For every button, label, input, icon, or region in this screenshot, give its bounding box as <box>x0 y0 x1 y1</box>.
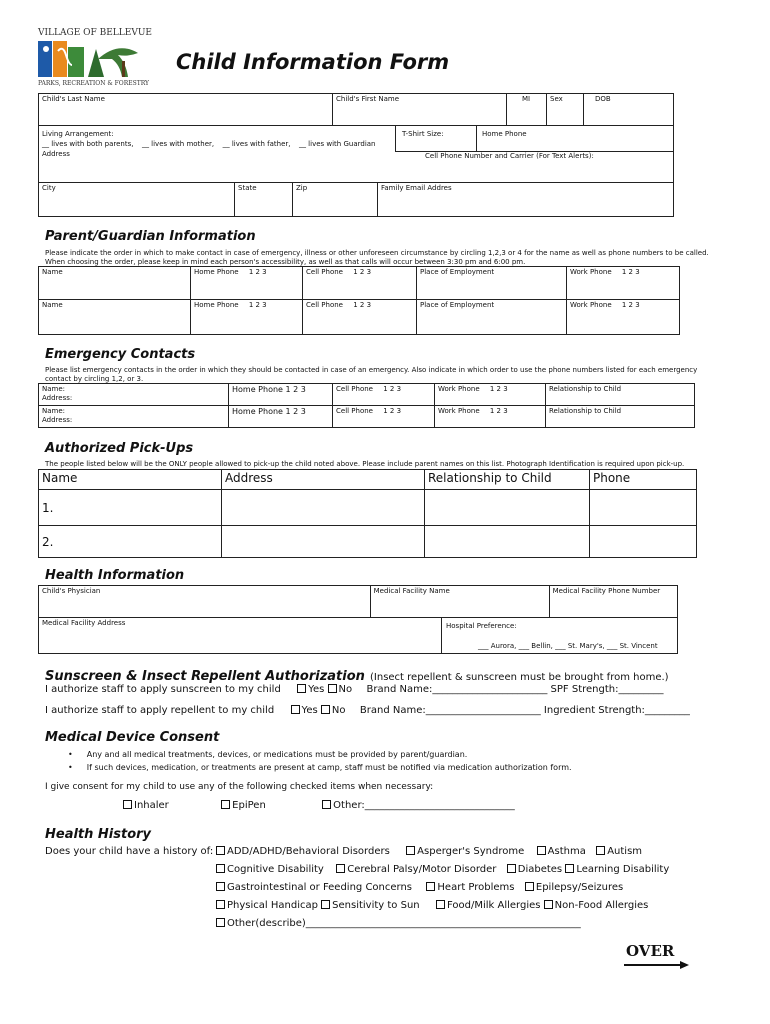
pickup1-relationship[interactable] <box>425 490 590 526</box>
contact1-work[interactable]: Work Phone 1 2 3 <box>435 384 546 406</box>
tshirt-field[interactable]: T-Shirt Size: <box>402 130 444 138</box>
pickup2-relationship[interactable] <box>425 526 590 558</box>
first-name-field[interactable]: Child's First Name <box>333 94 507 126</box>
city-row-table <box>38 182 674 217</box>
form-title: Child Information Form <box>176 50 450 74</box>
contact2-name[interactable]: Name: Address: <box>39 406 229 428</box>
last-name-field[interactable]: Child's Last Name <box>39 94 333 126</box>
home-phone-field[interactable]: Home Phone <box>482 130 527 138</box>
child-info-table <box>38 93 674 126</box>
parent-instructions-1: Please indicate the order in which to make contact in case of emergency, illness or other unforeseen circumstance by circling 1,2,3 or 4 for the name as well as phone numbers to be called. <box>45 249 709 257</box>
asthma-checkbox[interactable]: Asthma <box>537 846 586 857</box>
facility-phone-field[interactable]: Medical Facility Phone Number <box>549 586 677 618</box>
parent2-employment[interactable]: Place of Employment <box>417 300 567 335</box>
pickup-col-address: Address <box>222 470 425 490</box>
parent2-home[interactable]: Home Phone 1 2 3 <box>191 300 303 335</box>
asperger-checkbox[interactable]: Asperger's Syndrome <box>406 846 524 857</box>
contact2-relationship[interactable]: Relationship to Child <box>546 406 695 428</box>
tshirt-divider <box>476 125 477 151</box>
emergency-instructions-1: Please list emergency contacts in the order in which they should be contacted in case of an emergency. Also indicate in which order to use the phone numbers listed for each emergency <box>45 366 698 374</box>
parent1-employment[interactable]: Place of Employment <box>417 267 567 300</box>
arrow-right-icon <box>624 960 690 970</box>
parent1-home[interactable]: Home Phone 1 2 3 <box>191 267 303 300</box>
hospital-divider <box>441 617 442 653</box>
parent1-name[interactable]: Name <box>39 267 191 300</box>
sun-checkbox[interactable]: Sensitivity to Sun <box>321 900 419 911</box>
pickups-heading: Authorized Pick-Ups <box>45 441 194 456</box>
pickup2-name[interactable]: 2. <box>39 526 222 558</box>
hospital-label: Hospital Preference: <box>446 622 517 630</box>
cognitive-checkbox[interactable]: Cognitive Disability <box>216 864 324 875</box>
pickup-col-name: Name <box>39 470 222 490</box>
mi-field[interactable]: MI <box>507 94 547 126</box>
history-row-1 <box>216 846 642 858</box>
parent1-cell[interactable]: Cell Phone 1 2 3 <box>303 267 417 300</box>
emergency-heading: Emergency Contacts <box>45 347 196 362</box>
over-label: OVER <box>626 942 675 960</box>
other-history-checkbox[interactable]: Other(describe)_______________________________________________________ <box>216 918 581 929</box>
sunscreen-title-row <box>45 665 669 684</box>
emergency-instructions-2: contact by circling 1,2, or 3. <box>45 375 144 383</box>
sunscreen-no-checkbox[interactable]: No <box>328 684 353 695</box>
device-consent: I give consent for my child to use any of the following checked items when necessary: <box>45 782 434 792</box>
contact1-home[interactable]: Home Phone 1 2 3 <box>229 384 333 406</box>
emergency-table <box>38 383 695 428</box>
cerebral-checkbox[interactable]: Cerebral Palsy/Motor Disorder <box>336 864 496 875</box>
repellent-brand-field[interactable]: Brand Name:_______________________ <box>359 705 541 716</box>
device-items <box>123 800 515 812</box>
pickup1-address[interactable] <box>222 490 425 526</box>
pickup1-phone[interactable] <box>590 490 697 526</box>
contact1-cell[interactable]: Cell Phone 1 2 3 <box>333 384 435 406</box>
adhd-checkbox[interactable]: ADD/ADHD/Behavioral Disorders <box>216 846 390 857</box>
living-divider <box>395 125 396 151</box>
parent2-cell[interactable]: Cell Phone 1 2 3 <box>303 300 417 335</box>
sex-field[interactable]: Sex <box>547 94 584 126</box>
city-field[interactable]: City <box>39 183 235 217</box>
pickup1-name[interactable]: 1. <box>39 490 222 526</box>
device-heading: Medical Device Consent <box>45 730 220 745</box>
device-bullet-1: • Any and all medical treatments, devices, or medications must be provided by parent/guardian. <box>68 750 468 759</box>
logo-text-bottom: PARKS, RECREATION & FORESTRY <box>38 80 150 87</box>
health-heading: Health Information <box>45 568 185 583</box>
logo <box>38 28 153 90</box>
repellent-row: I authorize staff to apply repellent to my child Yes No Brand Name:_______________________ Ingredient Strength:_________ <box>45 705 690 716</box>
nonfood-checkbox[interactable]: Non-Food Allergies <box>544 900 649 911</box>
parent2-name[interactable]: Name <box>39 300 191 335</box>
food-checkbox[interactable]: Food/Milk Allergies <box>436 900 540 911</box>
pickup-col-phone: Phone <box>590 470 697 490</box>
pickups-table <box>38 469 697 558</box>
pickup-col-relationship: Relationship to Child <box>425 470 590 490</box>
parent1-work[interactable]: Work Phone 1 2 3 <box>567 267 680 300</box>
email-field[interactable]: Family Email Addres <box>378 183 674 217</box>
cell-phone-field[interactable]: Cell Phone Number and Carrier (For Text Alerts): <box>425 152 594 160</box>
parent-instructions-2: When choosing the order, please keep in mind each person's accessibility, as well as that calls will occur between 3:30 pm and 6:00 pm. <box>45 258 526 266</box>
parent2-work[interactable]: Work Phone 1 2 3 <box>567 300 680 335</box>
device-bullet-2: • If such devices, medication, or treatments are present at camp, staff must be notified via medication authorization form. <box>68 763 572 772</box>
living-options[interactable]: __ lives with both parents, __ lives with mother, __ lives with father, __ lives with Guardian <box>42 140 376 148</box>
diabetes-checkbox[interactable]: Diabetes <box>507 864 562 875</box>
hospital-options[interactable]: ___ Aurora, ___ Bellin, ___ St. Mary's, ___ St. Vincent <box>478 642 658 650</box>
zip-field[interactable]: Zip <box>293 183 378 217</box>
gastro-checkbox[interactable]: Gastrointestinal or Feeding Concerns <box>216 882 412 893</box>
logo-text-top: VILLAGE OF BELLEVUE <box>38 28 152 38</box>
physical-checkbox[interactable]: Physical Handicap <box>216 900 318 911</box>
contact2-home[interactable]: Home Phone 1 2 3 <box>229 406 333 428</box>
pickup2-address[interactable] <box>222 526 425 558</box>
ingredient-field[interactable]: Ingredient Strength:_________ <box>543 705 690 716</box>
sunscreen-row: I authorize staff to apply sunscreen to my child Yes No Brand Name:_______________________ SPF Strength:_________ <box>45 684 664 695</box>
epipen-checkbox[interactable]: EpiPen <box>221 800 266 811</box>
contact1-relationship[interactable]: Relationship to Child <box>546 384 695 406</box>
contact2-cell[interactable]: Cell Phone 1 2 3 <box>333 406 435 428</box>
history-question: Does your child have a history of: <box>45 846 214 857</box>
physician-field[interactable]: Child's Physician <box>39 586 371 618</box>
state-field[interactable]: State <box>235 183 293 217</box>
pickups-instructions: The people listed below will be the ONLY people allowed to pick-up the child noted above. Please include parent names on this list. Photograph Identification is required upon pick-up. <box>45 460 685 468</box>
living-label: Living Arrangement: <box>42 130 114 138</box>
contact2-work[interactable]: Work Phone 1 2 3 <box>435 406 546 428</box>
pickup2-phone[interactable] <box>590 526 697 558</box>
address-label: Address <box>42 150 70 158</box>
repellent-no-checkbox[interactable]: No <box>321 705 346 716</box>
sunscreen-heading: Sunscreen & Insect Repellent Authorization <box>45 669 365 684</box>
autism-checkbox[interactable]: Autism <box>596 846 642 857</box>
facility-name-field[interactable]: Medical Facility Name <box>370 586 549 618</box>
dob-field[interactable]: DOB <box>584 94 674 126</box>
other-device-checkbox[interactable]: Other:______________________________ <box>322 800 515 811</box>
spf-field[interactable]: SPF Strength:_________ <box>550 684 664 695</box>
history-row-5 <box>216 918 581 930</box>
history-row-2 <box>216 864 669 876</box>
sunscreen-yes-checkbox[interactable]: Yes <box>297 684 324 695</box>
repellent-yes-checkbox[interactable]: Yes <box>291 705 318 716</box>
heart-checkbox[interactable]: Heart Problems <box>426 882 514 893</box>
parent-heading: Parent/Guardian Information <box>45 229 256 244</box>
inhaler-checkbox[interactable]: Inhaler <box>123 800 169 811</box>
epilepsy-checkbox[interactable]: Epilepsy/Seizures <box>525 882 623 893</box>
sunscreen-note: (Insect repellent & sunscreen must be brought from home.) <box>370 672 669 683</box>
sunscreen-brand-field[interactable]: Brand Name:_______________________ <box>366 684 548 695</box>
learning-checkbox[interactable]: Learning Disability <box>565 864 669 875</box>
facility-address-field[interactable]: Medical Facility Address <box>39 618 550 654</box>
logo-graphic-icon <box>38 39 153 79</box>
parent-table <box>38 266 680 335</box>
contact1-name[interactable]: Name: Address: <box>39 384 229 406</box>
history-row-4 <box>216 900 648 912</box>
history-row-3 <box>216 882 623 894</box>
history-heading: Health History <box>45 827 152 842</box>
